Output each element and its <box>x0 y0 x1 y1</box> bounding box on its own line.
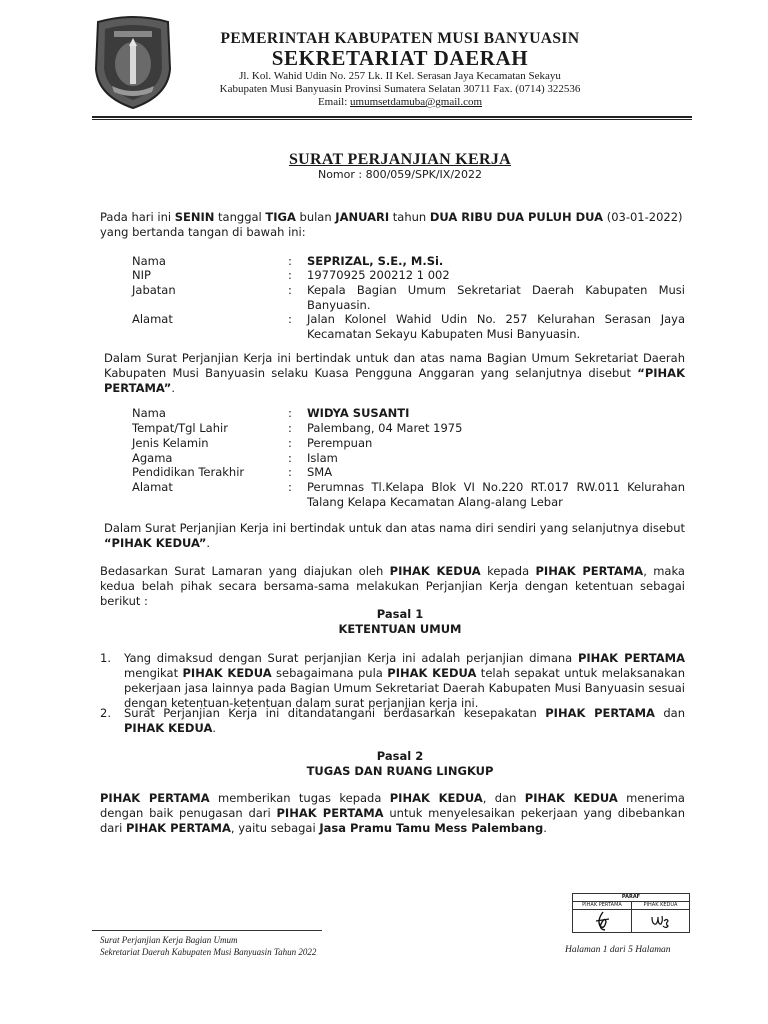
header-address-line-2: Kabupaten Musi Banyuasin Provinsi Sumatera Selatan 30711 Fax. (0714) 322536 <box>219 83 581 95</box>
header-sekretariat: SEKRETARIAT DAERAH <box>271 46 529 70</box>
colon: : <box>288 283 292 297</box>
colon: : <box>288 421 292 435</box>
paraf-header-pihak-pertama: PIHAK PERTAMA <box>573 902 632 910</box>
paraf-header-pihak-kedua: PIHAK KEDUA <box>632 902 689 910</box>
pasal-2-number: Pasal 2 <box>376 749 424 763</box>
document-number: Nomor : 800/059/SPK/IX/2022 <box>317 168 483 181</box>
party2-pendidikan: SMA <box>307 465 333 479</box>
paraf-box <box>572 893 690 933</box>
party2-ttl: Palembang, 04 Maret 1975 <box>307 421 463 435</box>
party1-label-jabatan: Jabatan <box>132 283 176 297</box>
header-rule-thick <box>92 116 692 118</box>
party2-label-agama: Agama <box>132 451 173 465</box>
paraf-title: PARAF <box>573 894 689 902</box>
header-email <box>190 96 610 108</box>
colon: : <box>288 436 292 450</box>
document-title: SURAT PERJANJIAN KERJA <box>288 151 512 168</box>
footer-rule <box>92 930 322 931</box>
list-item-2-text: Surat Perjanjian Kerja ini ditandatangani berdasarkan kesepakatan PIHAK PERTAMA dan PIHAK KEDUA. <box>124 706 685 735</box>
email-address: umumsetdamuba@gmail.com <box>350 96 483 108</box>
party1-role-paragraph: Dalam Surat Perjanjian Kerja ini bertindak untuk dan atas nama Bagian Umum Sekretariat Daerah Kabupaten Musi Banyuasin selaku Kuasa Pengguna Anggaran yang selanjutnya disebut “PIHAK PERTAMA”. <box>104 351 685 395</box>
party2-jk: Perempuan <box>307 436 373 450</box>
party1-alamat: Jalan Kolonel Wahid Udin No. 257 Kelurahan Serasan Jaya Kecamatan Sekayu Kabupaten Musi Banyuasin. <box>307 312 685 341</box>
party2-alamat: Perumnas Tl.Kelapa Blok VI No.220 RT.017 RW.011 Kelurahan Talang Kelapa Kecamatan Alang-alang Lebar <box>307 480 685 509</box>
pasal-1-title: KETENTUAN UMUM <box>338 622 462 636</box>
party1-jabatan: Kepala Bagian Umum Sekretariat Daerah Kabupaten Musi Banyuasin. <box>307 283 685 312</box>
party2-label-alamat: Alamat <box>132 480 173 494</box>
header-government: PEMERINTAH KABUPATEN MUSI BANYUASIN <box>220 30 580 47</box>
footer-line-1: Surat Perjanjian Kerja Bagian Umum <box>100 935 238 945</box>
party1-name: SEPRIZAL, S.E., M.Si. <box>307 254 444 268</box>
party1-label-nama: Nama <box>132 254 166 268</box>
musi-banyuasin-emblem-icon <box>90 14 176 110</box>
pasal-1-number: Pasal 1 <box>376 607 424 621</box>
colon: : <box>288 312 292 326</box>
duty-paragraph: PIHAK PERTAMA memberikan tugas kepada PIHAK KEDUA, dan PIHAK KEDUA menerima dengan baik penugasan dari PIHAK PERTAMA untuk menyelesaikan pekerjaan yang dibebankan dari PIHAK PERTAMA, yaitu sebagai Jasa Pramu Tamu Mess Palembang. <box>100 791 685 835</box>
party2-label-ttl: Tempat/Tgl Lahir <box>132 421 228 435</box>
party2-name: WIDYA SUSANTI <box>307 406 410 420</box>
colon: : <box>288 268 292 282</box>
colon: : <box>288 451 292 465</box>
header-rule-thin <box>92 119 692 120</box>
party1-nip: 19770925 200212 1 002 <box>307 268 450 282</box>
party1-label-alamat: Alamat <box>132 312 173 326</box>
intro-paragraph: Pada hari ini SENIN tanggal TIGA bulan JANUARI tahun DUA RIBU DUA PULUH DUA (03-01-2022) yang bertanda tangan di bawah ini: <box>100 210 683 239</box>
footer-line-2: Sekretariat Daerah Kabupaten Musi Banyuasin Tahun 2022 <box>100 947 317 957</box>
colon: : <box>288 465 292 479</box>
header-address-line-1: Jl. Kol. Wahid Udin No. 257 Lk. II Kel. Serasan Jaya Kecamatan Sekayu <box>239 70 561 82</box>
party2-label-jk: Jenis Kelamin <box>132 436 209 450</box>
list-item-2-number: 2. <box>100 706 111 720</box>
pasal-2-title: TUGAS DAN RUANG LINGKUP <box>306 764 494 778</box>
party2-role-paragraph: Dalam Surat Perjanjian Kerja ini bertindak untuk dan atas nama diri sendiri yang selanjutnya disebut “PIHAK KEDUA”. <box>104 521 685 550</box>
list-item-1-text: Yang dimaksud dengan Surat perjanjian Kerja ini adalah perjanjian dimana PIHAK PERTAMA mengikat PIHAK KEDUA sebagaimana pula PIHAK KEDUA telah sepakat untuk melaksanakan pekerjaan jasa lainnya pada Bagian Umum Sekretariat Daerah Kabupaten Musi Banyuasin sesuai dengan ketentuan-ketentuan dalam surat perjanjian kerja ini. <box>124 651 685 710</box>
colon: : <box>288 480 292 494</box>
party1-label-nip: NIP <box>132 268 151 282</box>
party2-label-nama: Nama <box>132 406 166 420</box>
list-item-1-number: 1. <box>100 651 111 665</box>
party2-label-pendidikan: Pendidikan Terakhir <box>132 465 245 479</box>
initial-signature-pihak-pertama-icon <box>591 910 615 932</box>
initial-signature-pihak-kedua-icon <box>649 912 671 930</box>
footer-page-number: Halaman 1 dari 5 Halaman <box>565 945 671 955</box>
colon: : <box>288 406 292 420</box>
party2-agama: Islam <box>307 451 338 465</box>
basis-paragraph: Bedasarkan Surat Lamaran yang diajukan oleh PIHAK KEDUA kepada PIHAK PERTAMA, maka kedua belah pihak secara bersama-sama melakukan Perjanjian Kerja dengan ketentuan sebagai berikut : <box>100 564 685 608</box>
email-label: Email: <box>317 96 348 108</box>
colon: : <box>288 254 292 268</box>
paraf-divider <box>631 910 632 932</box>
